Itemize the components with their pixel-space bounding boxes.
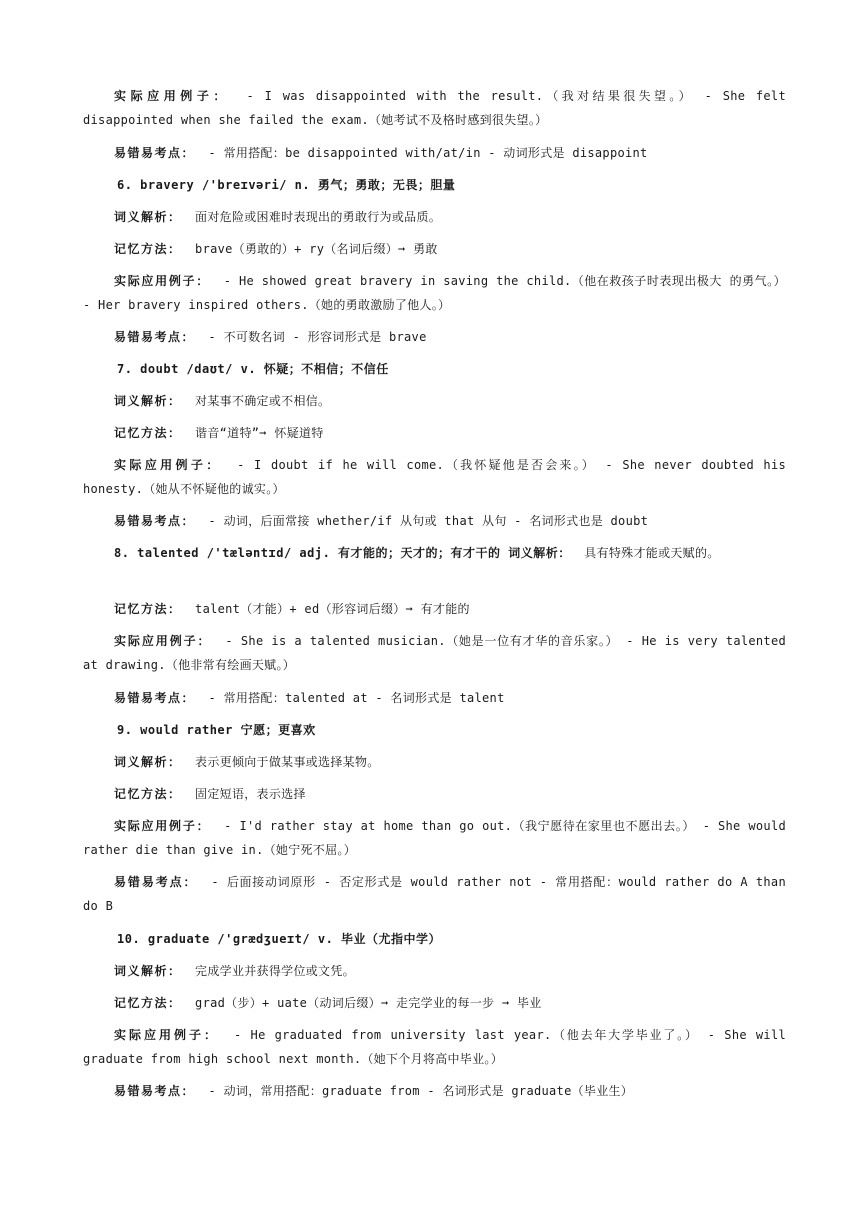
- field-text: - He showed great bravery in saving the child.（他在救孩子时表现出极大 的勇气。） - Her bravery inspired others.（她的勇敢激励了他人。）: [83, 274, 786, 312]
- field-label: 记忆方法：: [114, 787, 182, 801]
- field-text: grad（步）+ uate（动词后缀）➞ 走完学业的每一步 ➞ 毕业: [187, 996, 542, 1010]
- entry-heading: 6. bravery /'breɪvəri/ n. 勇气；勇敢；无畏；胆量: [117, 178, 456, 192]
- entry-paragraph: [83, 959, 786, 983]
- entry-paragraph: [83, 686, 786, 710]
- entry-paragraph: [83, 597, 786, 621]
- field-text: - 动词，常用搭配：graduate from - 名词形式是 graduate（毕业生）: [201, 1084, 634, 1098]
- field-text: 面对危险或困难时表现出的勇敢行为或品质。: [187, 210, 442, 224]
- entry-paragraph: [83, 453, 786, 501]
- entry-heading: 7. doubt /daʊt/ v. 怀疑；不相信；不信任: [117, 362, 389, 376]
- field-label: 易错易考点：: [114, 875, 198, 889]
- field-label: 词义解析：: [114, 964, 182, 978]
- field-text: - 动词，后面常接 whether/if 从句或 that 从句 - 名词形式也是 doubt: [201, 514, 649, 528]
- field-label: 实际应用例子：: [114, 458, 222, 472]
- entry-paragraph: [83, 421, 786, 445]
- field-text: talent（才能）+ ed（形容词后缀）➞ 有才能的: [187, 602, 470, 616]
- field-label: 易错易考点：: [114, 330, 196, 344]
- entry-paragraph: [83, 870, 786, 918]
- entry-paragraph: [83, 1023, 786, 1071]
- field-label: 易错易考点：: [114, 1084, 196, 1098]
- entry-paragraph: [83, 782, 786, 806]
- field-text: - She is a talented musician.（她是一位有才华的音乐家。） - He is very talented at drawing.（他非常有绘画天赋。）: [83, 634, 786, 672]
- field-text: - 常用搭配：talented at - 名词形式是 talent: [201, 691, 505, 705]
- entry-paragraph: [83, 237, 786, 261]
- field-text: 谐音“道特”➞ 怀疑道特: [187, 426, 324, 440]
- field-label: 记忆方法：: [114, 996, 182, 1010]
- field-text: 对某事不确定或不相信。: [187, 394, 331, 408]
- field-text: 具有特殊才能或天赋的。: [576, 546, 720, 560]
- field-label: 易错易考点：: [114, 691, 196, 705]
- entry-paragraph: [83, 325, 786, 349]
- entry-paragraph: [83, 269, 786, 317]
- field-label: 易错易考点：: [114, 514, 196, 528]
- field-label: 实际应用例子：: [114, 1028, 219, 1042]
- field-label: 实际应用例子：: [114, 819, 211, 833]
- entry-paragraph: [83, 541, 786, 565]
- field-text: brave（勇敢的）+ ry（名词后缀）➞ 勇敢: [187, 242, 438, 256]
- entry-paragraph: [83, 1079, 786, 1103]
- entry-paragraph: [83, 84, 786, 132]
- field-text: - I was disappointed with the result.（我对结果很失望。） - She felt disappointed when she failed the exam.（她考试不及格时感到很失望。）: [83, 89, 786, 127]
- entry-paragraph: [83, 629, 786, 677]
- field-label: 词义解析：: [114, 394, 182, 408]
- field-text: - 不可数名词 - 形容词形式是 brave: [201, 330, 427, 344]
- field-text: - 后面接动词原形 - 否定形式是 would rather not - 常用搭配：would rather do A than do B: [83, 875, 786, 913]
- field-label: 实际应用例子：: [114, 634, 212, 648]
- entry-paragraph: [83, 205, 786, 229]
- field-label: 实际应用例子：: [114, 274, 210, 288]
- field-text: - 常用搭配：be disappointed with/at/in - 动词形式是 disappoint: [201, 146, 648, 160]
- field-text: 表示更倾向于做某事或选择某物。: [187, 755, 380, 769]
- entry-paragraph: [83, 750, 786, 774]
- field-label: 词义解析：: [114, 210, 182, 224]
- field-label: 8. talented /'tæləntɪd/ adj. 有才能的；天才的；有才干的 词义解析：: [114, 546, 571, 560]
- field-label: 实际应用例子：: [114, 89, 230, 103]
- field-label: 易错易考点：: [114, 146, 196, 160]
- field-label: 词义解析：: [114, 755, 182, 769]
- entry-heading: 10. graduate /'grædʒueɪt/ v. 毕业（尤指中学）: [117, 932, 442, 946]
- field-text: 固定短语，表示选择: [187, 787, 306, 801]
- field-text: - I doubt if he will come.（我怀疑他是否会来。） - She never doubted his honesty.（她从不怀疑他的诚实。）: [83, 458, 786, 496]
- entry-paragraph: [83, 141, 786, 165]
- field-label: 记忆方法：: [114, 426, 182, 440]
- field-text: - I'd rather stay at home than go out.（我宁愿待在家里也不愿出去。） - She would rather die than give in.（她宁死不屈。）: [83, 819, 786, 857]
- entry-paragraph: [83, 991, 786, 1015]
- field-label: 记忆方法：: [114, 602, 182, 616]
- field-text: - He graduated from university last year.（他去年大学毕业了。） - She will graduate from high school next month.（她下个月将高中毕业。）: [83, 1028, 786, 1066]
- entry-paragraph: [83, 389, 786, 413]
- entry-paragraph: [83, 509, 786, 533]
- field-label: 记忆方法：: [114, 242, 182, 256]
- entry-heading: 9. would rather 宁愿；更喜欢: [117, 723, 316, 737]
- field-text: 完成学业并获得学位或文凭。: [187, 964, 355, 978]
- entry-paragraph: [83, 814, 786, 862]
